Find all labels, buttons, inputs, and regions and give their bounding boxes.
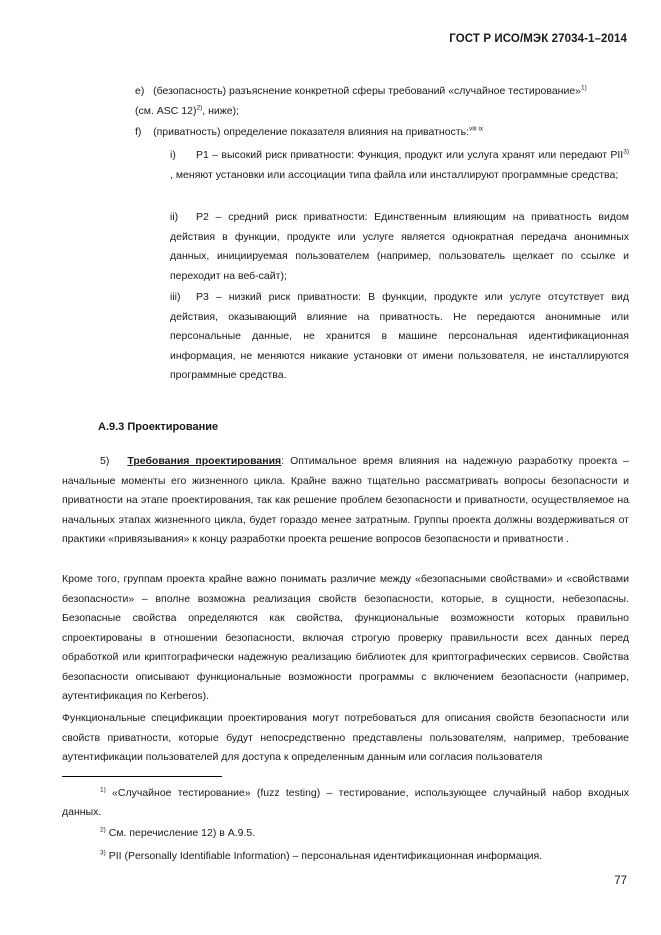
footnote-mark: 3) <box>100 849 106 857</box>
endnote-ref: viii ix <box>469 125 484 133</box>
footnote-ref-3: 3) <box>623 148 629 156</box>
item-text: (см. ASC 12) <box>135 104 197 117</box>
document-header: ГОСТ Р ИСО/МЭК 27034-1–2014 <box>449 33 627 45</box>
paragraph-functional-specs <box>62 709 629 768</box>
footnote-text: «Случайное тестирование» (fuzz testing) – тестирование, использующее случайный набор входных данных. <box>62 787 629 818</box>
paragraph-text: Функциональные спецификации проектирования могут потребоваться для описания свойств безопасности или свойств приватности, которые будут непосредственно представлены пользователям, например, требование аутентификации пользователей для доступа к определенным данным или согласия пользователя <box>62 712 629 763</box>
footnote-ref-1: 1) <box>581 84 587 92</box>
paragraph-number: 5) <box>100 455 110 467</box>
footnote-text: PII (Personally Identifiable Information) – персональная идентификационная информация. <box>105 850 543 862</box>
item-text: P2 – средний риск приватности: Единственным влияющим на приватность видом действия в функции, продукте или услуге является однократная передача анонимных данных, инициируемая пользователем (например, пользователь щелкает по ссылке и переходит на веб-сайт); <box>170 211 629 282</box>
section-heading: A.9.3 Проектирование <box>98 421 219 433</box>
item-marker: f) <box>135 126 142 138</box>
item-text: P1 – высокий риск приватности: Функция, продукт или услуга хранят или передают PII <box>196 149 624 161</box>
footnote-mark: 2) <box>100 826 106 834</box>
footnote-text: См. перечисление 12) в A.9.5. <box>105 827 256 839</box>
item-text: P3 – низкий риск приватности: В функции, продукте или услуге отсутствует вид действия, оказывающий влияние на приватность. Не передаются анонимные или персональные данные, не хранится в машине персональная идентификационная информация, не меняются никакие установки от имени пользователя, не инсталлируются программные средства. <box>170 291 629 381</box>
paragraph-design-requirements <box>62 452 629 550</box>
item-text: (безопасность) разъяснение конкретной сферы требований «случайное тестирование» <box>153 85 582 97</box>
footnote-2 <box>62 824 629 843</box>
paragraph-secure-features <box>62 570 629 707</box>
item-marker: i) <box>170 149 176 161</box>
sub-item-i <box>170 146 629 185</box>
defined-term: Требования проектирования <box>127 455 282 467</box>
footnote-3 <box>62 847 629 866</box>
item-marker: iii) <box>170 291 181 303</box>
paragraph-text: : Оптимальное время влияния на надежную разработку проекта – начальные моменты его жизненного цикла. Крайне важно тщательно рассматривать вопросы безопасности и приватности на этапе проектирования, так как решение проблем безопасности и приватности, осуществляемое на начальных этапах жизненного цикла, будет гораздо менее затратным. Группы проекта должны воздерживаться от практики «привязывания» к концу разработки проекта решение вопросов безопасности и приватности . <box>62 455 629 545</box>
item-marker: ii) <box>170 211 179 223</box>
item-text: , меняют установки или ассоциации типа файла или инсталлируют программные средства; <box>170 168 619 181</box>
list-item-f <box>135 123 629 143</box>
sub-item-iii <box>170 288 629 386</box>
footnote-divider <box>62 776 222 777</box>
item-text: (приватность) определение показателя влияния на приватность: <box>153 126 470 138</box>
page-number: 77 <box>614 875 627 887</box>
item-marker: e) <box>135 85 145 97</box>
sub-item-ii <box>170 208 629 286</box>
paragraph-text: Кроме того, группам проекта крайне важно понимать различие между «безопасными свойствами» и «свойствами безопасности» – вполне возможна реализация свойств безопасности, которые, в сущности, небезопасны. Безопасные свойства определяются как свойства, функциональные возможности которых правильно спроектированы в отношении безопасности, включая строгую проверку правильности всех данных перед обработкой или криптографически надежную реализацию библиотек для криптографических сервисов. Свойства безопасности описывают функциональные возможности программы с включением безопасности (например, аутентификация по Kerberos). <box>62 573 629 702</box>
footnote-1 <box>62 784 629 822</box>
item-text: , ниже); <box>202 104 240 117</box>
footnote-ref-2: 2) <box>196 104 203 111</box>
footnote-mark: 1) <box>100 786 106 794</box>
list-item-e <box>135 82 629 121</box>
